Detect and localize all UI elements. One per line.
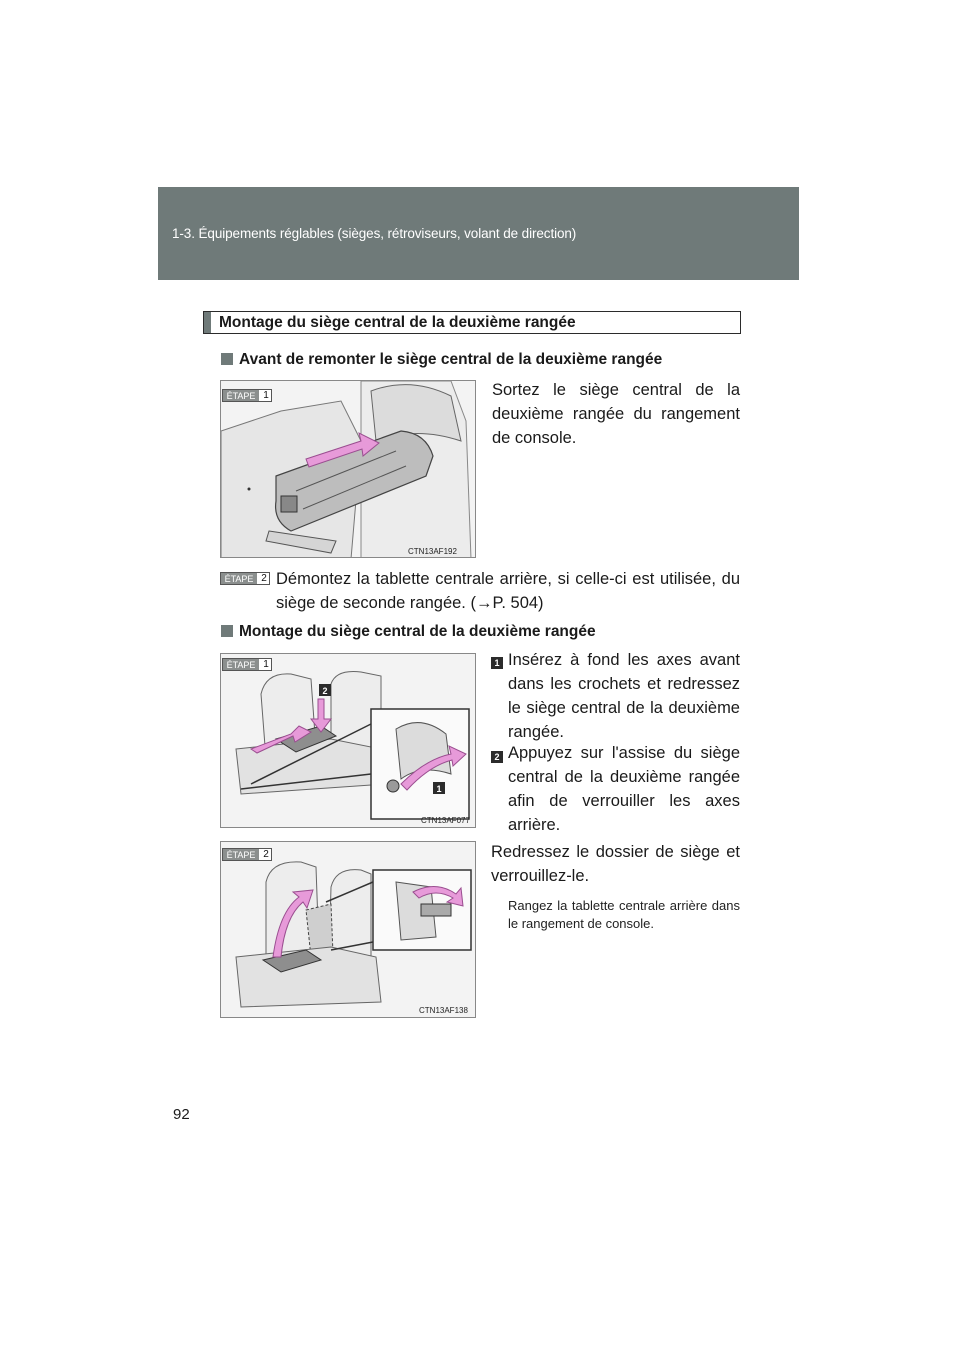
item-number-1: 1 [491,654,507,672]
subheading-before-remount: Avant de remonter le siège central de la deuxième rangée [221,351,662,369]
step2-text: Démontez la tablette centrale arrière, si celle-ci est utilisée, du siège de seconde rangée. (→P. 504) [276,570,740,612]
step2-note: Rangez la tablette centrale arrière dans le rangement de console. [508,898,740,931]
figure-raise-backrest [220,841,476,1018]
svg-text:1: 1 [436,784,442,794]
subheading-mounting: Montage du siège central de la deuxième rangée [221,623,596,641]
section-accent [204,312,211,333]
step-badge: ÉTAPE 2 [222,848,272,861]
figure-insert-axes [220,653,476,828]
item-text-2: Appuyez sur l'assise du siège central de la deuxième rangée afin de verrouiller les axes arrière. [508,744,740,834]
square-bullet-icon [221,353,233,365]
breadcrumb: 1-3. Équipements réglables (sièges, rétroviseurs, volant de direction) [172,226,577,241]
figure-code: CTN13AF077 [421,816,470,825]
step-badge: ÉTAPE 2 [220,572,270,585]
step2-mount-text: Redressez le dossier de siège et verrouillez-le. [491,843,740,885]
square-bullet-icon [221,625,233,637]
figure-code: CTN13AF138 [419,1006,468,1015]
figure-code: CTN13AF192 [408,547,457,556]
section-title: Montage du siège central de la deuxième rangée [219,314,576,331]
step1-text: Sortez le siège central de la deuxième rangée du rangement de console. [492,381,740,447]
figure-remove-seat [220,380,476,558]
item-number-2: 2 [491,748,507,766]
section-title-bar [203,311,741,334]
step-badge: ÉTAPE 1 [222,658,272,671]
page-number: 92 [173,1106,190,1123]
item-text-1: Insérez à fond les axes avant dans les crochets et redressez le siège central de la deuxième rangée. [508,651,740,741]
svg-text:2: 2 [322,686,328,696]
step-badge: ÉTAPE 1 [222,389,272,402]
